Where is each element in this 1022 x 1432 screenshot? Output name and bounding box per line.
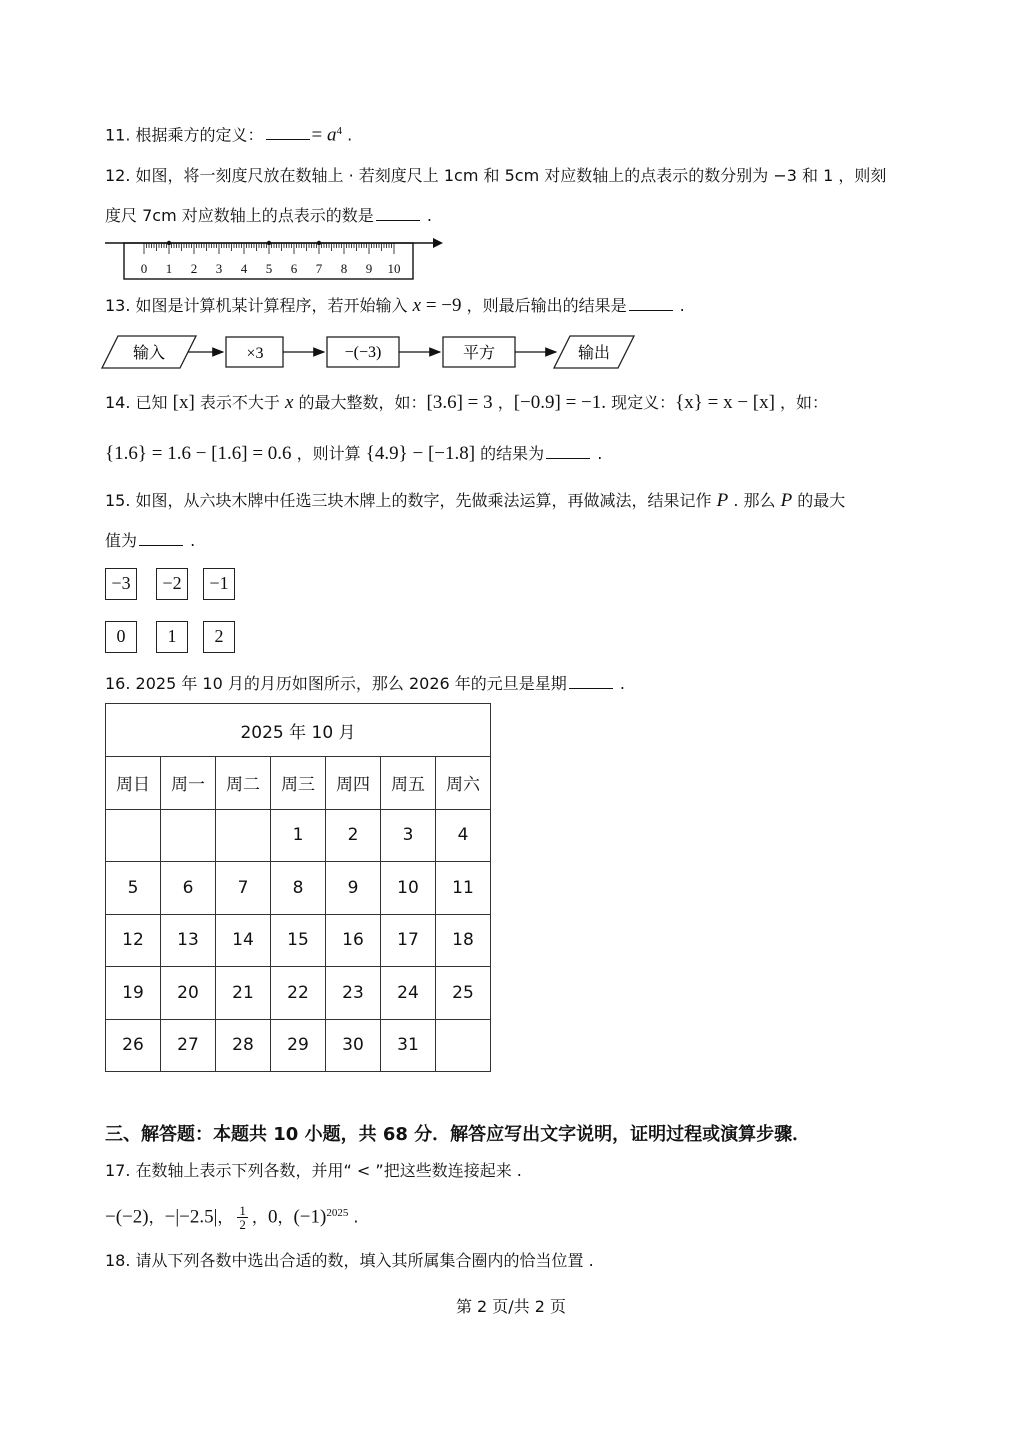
ruler-label: 1 [165, 261, 173, 276]
ruler-label: 4 [240, 261, 248, 276]
calendar-day: 15 [271, 914, 326, 967]
tile-neg1: −1 [203, 568, 235, 600]
question-12-line1: 12. 如图，将一刻度尺放在数轴上 · 若刻度尺上 1cm 和 5cm 对应数轴上的点表示的数分别为 −3 和 1 ，则刻 [105, 166, 887, 185]
calendar-day [161, 809, 216, 862]
calendar-day: 12 [106, 914, 161, 967]
ruler-label: 2 [190, 261, 198, 276]
page-footer: 第 2 页/共 2 页 [455, 1297, 567, 1316]
flow-minus-neg3: −(−3) [344, 344, 382, 361]
ruler-label: 8 [340, 261, 348, 276]
flow-square: 平方 [462, 343, 496, 362]
section-heading: 三、解答题：本题共 10 小题，共 68 分．解答应写出文字说明，证明过程或演算步骤． [105, 1124, 811, 1145]
calendar-day [106, 809, 161, 862]
calendar-day: 8 [271, 862, 326, 915]
question-15-line1: 15. 如图，从六块木牌中任选三块木牌上的数字，先做乘法运算，再做减法，结果记作 P . 那么 P 的最大 [105, 490, 846, 511]
tile-neg2: −2 [156, 568, 188, 600]
calendar-day: 9 [326, 862, 381, 915]
calendar-day: 23 [326, 967, 381, 1020]
tile-2: 2 [203, 621, 235, 653]
answer-blank[interactable] [266, 125, 310, 140]
calendar-day: 4 [436, 809, 491, 862]
calendar-day: 20 [161, 967, 216, 1020]
ruler-label: 10 [387, 261, 401, 276]
answer-blank[interactable] [629, 296, 673, 311]
answer-blank[interactable] [139, 531, 183, 546]
calendar-day: 24 [381, 967, 436, 1020]
answer-blank[interactable] [546, 444, 590, 459]
weekday-header: 周四 [326, 757, 381, 810]
calendar-day: 16 [326, 914, 381, 967]
question-17: 17. 在数轴上表示下列各数，并用“ < ”把这些数连接起来 . [105, 1161, 522, 1180]
calendar-day: 3 [381, 809, 436, 862]
calendar-day: 27 [161, 1019, 216, 1072]
ruler-label: 9 [365, 261, 373, 276]
ruler-label: 3 [215, 261, 223, 276]
calendar-day: 21 [216, 967, 271, 1020]
weekday-header: 周二 [216, 757, 271, 810]
calendar-day: 14 [216, 914, 271, 967]
calendar-day: 11 [436, 862, 491, 915]
weekday-header: 周三 [271, 757, 326, 810]
question-11: 11. 根据乘方的定义： = $a^4$ . [105, 124, 353, 146]
tile-neg3: −3 [105, 568, 137, 600]
calendar-day: 18 [436, 914, 491, 967]
calendar-day: 22 [271, 967, 326, 1020]
weekday-header: 周日 [106, 757, 161, 810]
tile-0: 0 [105, 621, 137, 653]
ruler-label: 0 [140, 261, 148, 276]
tile-1: 1 [156, 621, 188, 653]
calendar-day: 2 [326, 809, 381, 862]
flow-times3: ×3 [246, 345, 264, 362]
ruler-label: 7 [315, 261, 323, 276]
calendar-day [216, 809, 271, 862]
question-14-line1: 14. 已知 [x] 表示不大于 x 的最大整数，如：[3.6] = 3 ，[−0.9] = −1. 现定义：{x} = x − [x] ，如： [105, 392, 829, 413]
question-16: 16. 2025 年 10 月的月历如图所示，那么 2026 年的元旦是星期 . [105, 674, 625, 693]
answer-blank[interactable] [376, 206, 420, 221]
ruler-label: 5 [265, 261, 273, 276]
calendar-title: 2025 年 10 月 [106, 704, 491, 757]
weekday-header: 周一 [161, 757, 216, 810]
ruler-figure [100, 232, 450, 282]
flow-output-label: 输出 [577, 343, 611, 362]
calendar-day: 19 [106, 967, 161, 1020]
calendar-day: 30 [326, 1019, 381, 1072]
calendar-day: 26 [106, 1019, 161, 1072]
calendar-table [105, 703, 491, 1072]
calendar-day: 29 [271, 1019, 326, 1072]
question-18: 18. 请从下列各数中选出合适的数，填入其所属集合圈内的恰当位置 . [105, 1251, 594, 1270]
ruler-label: 6 [290, 261, 298, 276]
weekday-header: 周六 [436, 757, 491, 810]
question-14-line2: {1.6} = 1.6 − [1.6] = 0.6 ，则计算 {4.9} − [−1.8] 的结果为 . [105, 443, 603, 464]
calendar-day: 17 [381, 914, 436, 967]
question-13: 13. 如图是计算机某计算程序，若开始输入 x = −9 ，则最后输出的结果是 . [105, 295, 685, 316]
calendar-day: 25 [436, 967, 491, 1020]
calendar-day: 13 [161, 914, 216, 967]
calendar-day: 5 [106, 862, 161, 915]
fraction-one-half: $\frac{1}{2}$ [239, 1203, 246, 1233]
weekday-header: 周五 [381, 757, 436, 810]
flow-input-label: 输入 [132, 343, 166, 362]
question-17-numbers: −(−2)，−|−2.5|， $\frac{1}{2}$ ，0，$(-1)^{2025}$ . [105, 1203, 359, 1233]
answer-blank[interactable] [569, 674, 613, 689]
calendar-day: 7 [216, 862, 271, 915]
flow-diagram [100, 335, 650, 369]
question-12-line2: 度尺 7cm 对应数轴上的点表示的数是 . [105, 206, 432, 225]
calendar-day: 1 [271, 809, 326, 862]
calendar-day: 10 [381, 862, 436, 915]
calendar-day [436, 1019, 491, 1072]
calendar-day: 6 [161, 862, 216, 915]
calendar-day: 28 [216, 1019, 271, 1072]
question-15-line2: 值为 . [105, 531, 196, 550]
calendar-day: 31 [381, 1019, 436, 1072]
